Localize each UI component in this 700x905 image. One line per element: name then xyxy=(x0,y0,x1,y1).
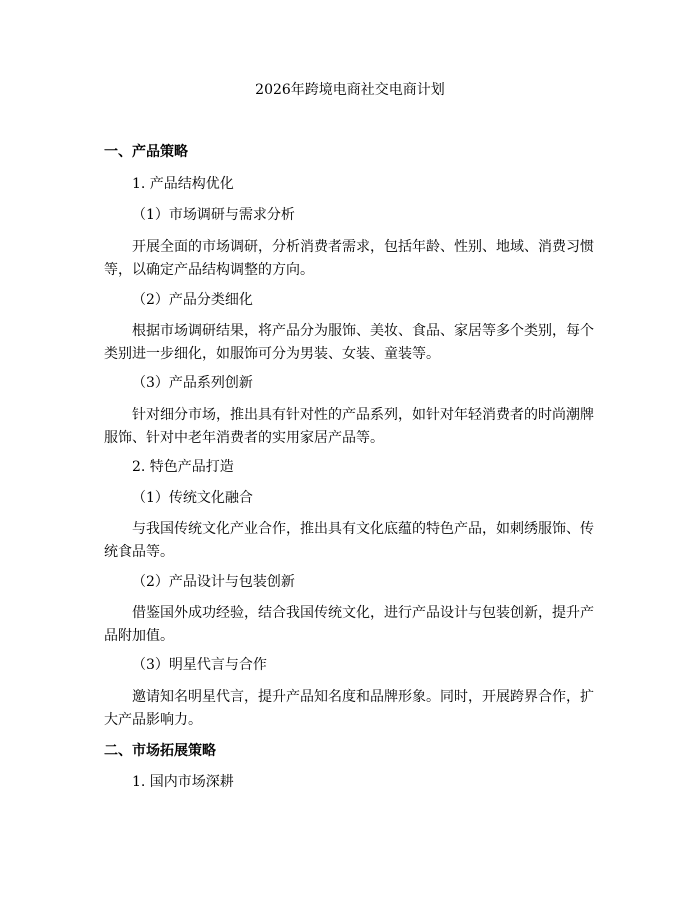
item-heading-design: （2）产品设计与包装创新 xyxy=(132,574,295,590)
paragraph-category: 根据市场调研结果，将产品分为服饰、美妆、食品、家居等多个类别，每个类别进一步细化，如服饰可分为男装、女装、童装等。 xyxy=(104,323,594,362)
item-heading-culture: （1）传统文化融合 xyxy=(132,490,253,506)
item-heading-celebrity: （3）明星代言与合作 xyxy=(132,657,267,673)
paragraph-design: 借鉴国外成功经验，结合我国传统文化，进行产品设计与包装创新，提升产品附加值。 xyxy=(104,605,594,644)
subsection-heading-domestic: 1. 国内市场深耕 xyxy=(132,774,234,790)
subsection-heading-featured: 2. 特色产品打造 xyxy=(132,459,234,475)
paragraph-market-research: 开展全面的市场调研，分析消费者需求，包括年龄、性别、地域、消费习惯等，以确定产品结构调整的方向。 xyxy=(104,239,594,278)
item-heading-category: （2）产品分类细化 xyxy=(132,292,253,308)
item-heading-market-research: （1）市场调研与需求分析 xyxy=(132,207,295,223)
section-heading-market-expansion: 二、市场拓展策略 xyxy=(104,743,216,759)
subsection-heading-structure: 1. 产品结构优化 xyxy=(132,176,234,192)
document-title: 2026年跨境电商社交电商计划 xyxy=(255,82,445,98)
paragraph-series: 针对细分市场，推出具有针对性的产品系列，如针对年轻消费者的时尚潮牌服饰、针对中老年消费者的实用家居产品等。 xyxy=(104,407,594,446)
paragraph-celebrity: 邀请知名明星代言，提升产品知名度和品牌形象。同时，开展跨界合作，扩大产品影响力。 xyxy=(104,689,594,728)
section-heading-product-strategy: 一、产品策略 xyxy=(104,144,188,160)
paragraph-culture: 与我国传统文化产业合作，推出具有文化底蕴的特色产品，如刺绣服饰、传统食品等。 xyxy=(104,521,594,560)
item-heading-series: （3）产品系列创新 xyxy=(132,375,253,391)
